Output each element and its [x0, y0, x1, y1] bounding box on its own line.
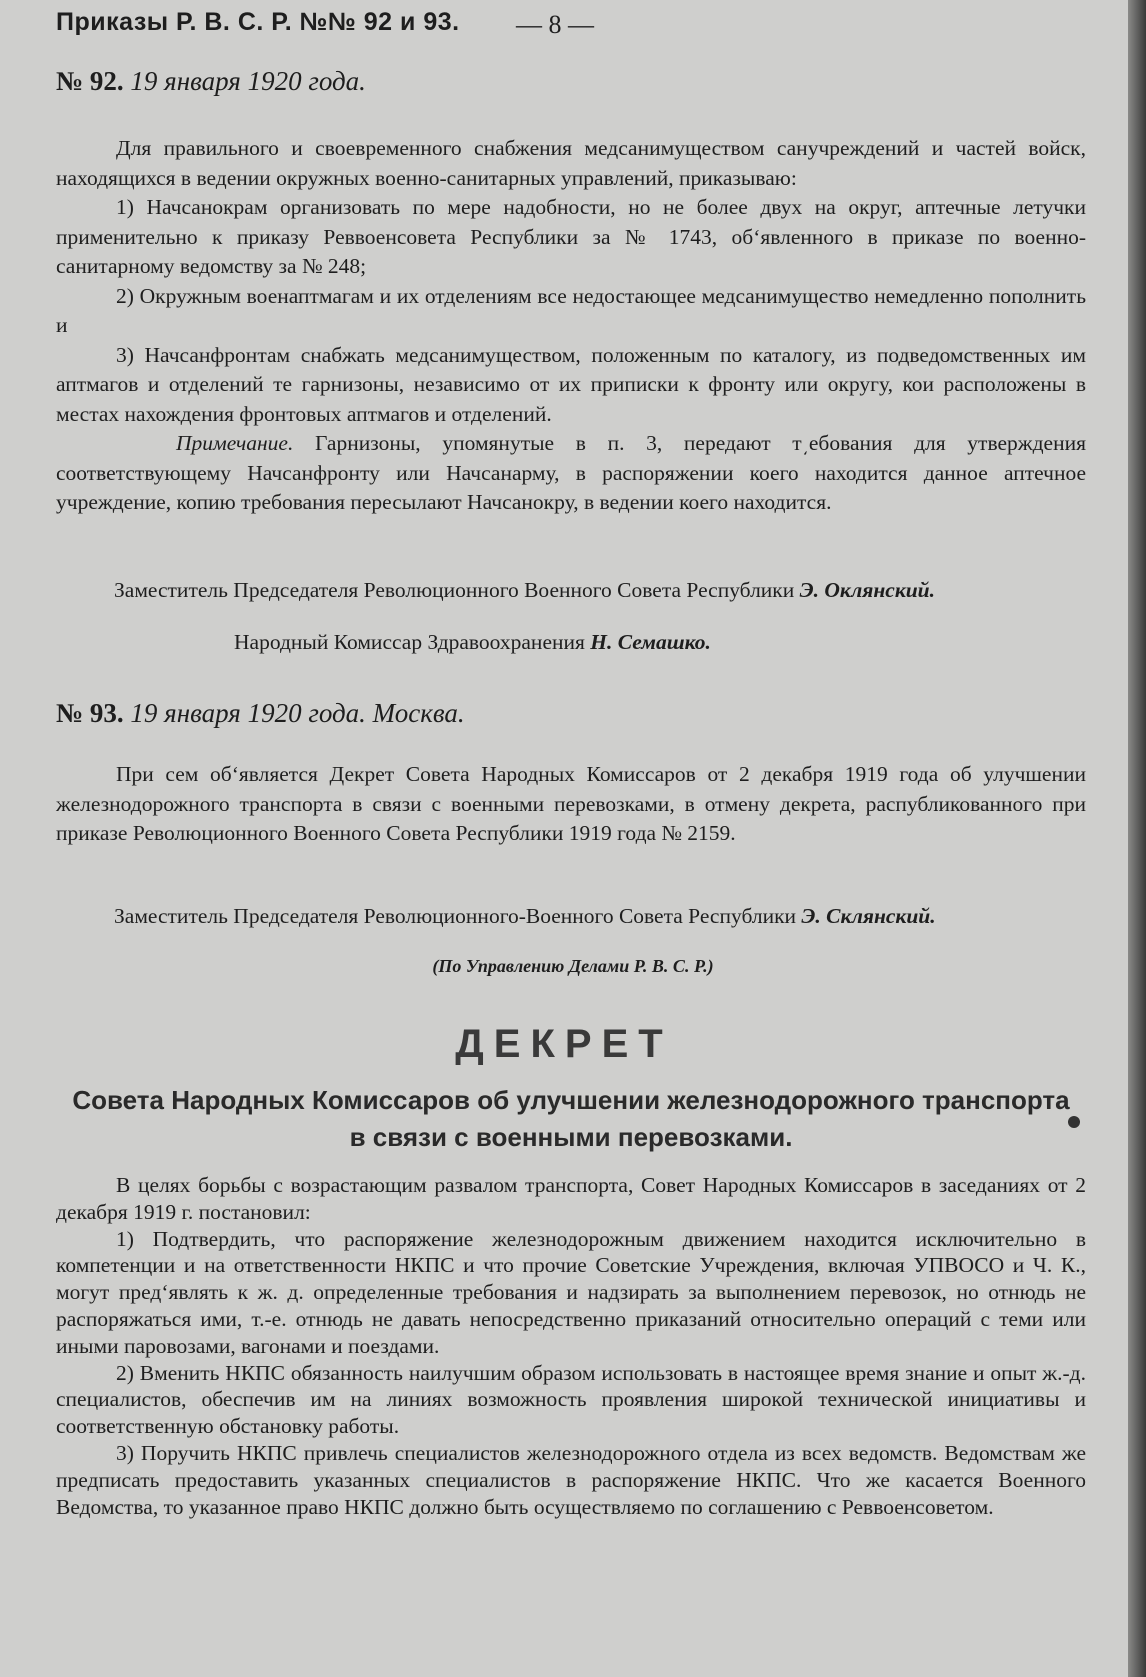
- order-92-note: [56, 429, 1086, 518]
- order-92-signature-2: [234, 630, 711, 655]
- note-label: Примечание.: [176, 431, 294, 455]
- order-93-body: [56, 760, 1086, 849]
- order-92-date: 19 января 1920 года.: [130, 66, 366, 96]
- signature-title: Заместитель Председателя Революционного Военного Совета Республики: [114, 578, 795, 602]
- order-93-number: № 93.: [56, 698, 124, 728]
- page-number: — 8 —: [516, 10, 594, 39]
- order-92-item-2: 2) Окружным военаптмагам и их отделениям все недостающее медсанимущество немедленно пополнить и: [56, 283, 1086, 337]
- ink-dot: [1068, 1116, 1080, 1128]
- decree-subtitle: [56, 1082, 1086, 1156]
- decree-subtitle-line-1: Совета Народных Комиссаров об улучшении железнодорожного транспорта: [72, 1085, 1070, 1115]
- signature-name: Н. Семашко.: [590, 630, 711, 654]
- order-92-item-1: 1) Начсанокрам организовать по мере надобности, но не более двух на округ, аптечные летучки применительно к приказу Реввоенсовета Республики за № 1743, об‘явленного в приказе по военно-санитарному ведомству за № 248;: [56, 195, 1086, 278]
- decree-item-3: 3) Поручить НКПС привлечь специалистов железнодорожного отдела из всех ведомств. Ведомствам же предписать предоставить указанных специалистов в распоряжение НКПС. Что же касается Военного Ведомства, то указанное право НКПС должно быть осуществляемо по соглашению с Реввоенсоветом.: [56, 1440, 1086, 1519]
- note-text: Гарнизоны, упомянутые в п. 3, передают т͵ебования для утверждения соответствующему Начсанфронту или Начсанарму, в распоряжении коего находится данное аптечное учреждение, копию требования пересылают Начсанокру, в ведении коего находится.: [56, 431, 1086, 514]
- signature-title: Народный Комиссар Здравоохранения: [234, 630, 585, 654]
- order-93-heading: [56, 698, 1086, 729]
- signature-title: Заместитель Председателя Революционного-Военного Совета Республики: [114, 904, 797, 928]
- order-92-heading: [56, 66, 1086, 97]
- page-edge-shadow: [1128, 0, 1146, 1677]
- signature-name: Э. Оклянский.: [799, 578, 936, 602]
- decree-intro: В целях борьбы с возрастающим развалом транспорта, Совет Народных Комиссаров в заседаниях от 2 декабря 1919 г. постановил:: [56, 1173, 1086, 1224]
- order-92-item-3: 3) Начсанфронтам снабжать медсанимуществом, положенным по каталогу, из подведомственных им аптмагов и отделений те гарнизоны, независимо от их приписки к фронту или округу, кои расположены в местах нахождения фронтовых аптмагов и отделений.: [56, 342, 1086, 426]
- order-93-text: При сем об‘является Декрет Совета Народных Комиссаров от 2 декабря 1919 года об улучшении железнодорожного транспорта в связи с военными перевозками, в отмену декрета, распубликованного при приказе Революционного Военного Совета Республики 1919 года № 2159.: [56, 762, 1086, 845]
- decree-title: ДЕКРЕТ: [455, 1022, 673, 1066]
- page-header: [56, 6, 1086, 42]
- decree-item-1: 1) Подтвердить, что распоряжение железнодорожным движением находится исключительно в компетенции и на ответственности НКПС и что прочие Советские Учреждения, включая УПВОСО и Ч. К., могут пред‘являть к ж. д. определенные требования и надзирать за выполнением перевозок, но отнюдь не распоряжаться ими, т.-е. отнюдь не давать непосредственно приказаний относительно операций с теми или иными паровозами, вагонами и поездами.: [56, 1226, 1086, 1358]
- decree-item-2: 2) Вменить НКПС обязанность наилучшим образом использовать в настоящее время знание и опыт ж.-д. специалистов, обеспечив им на линиях возможность проявления широкой технической инициативы и соответственную обстановку работы.: [56, 1360, 1086, 1439]
- decree-body: [56, 1172, 1086, 1520]
- signature-name: Э. Склянский.: [801, 904, 936, 928]
- running-title: Приказы Р. В. С. Р. №№ 92 и 93.: [56, 8, 460, 36]
- order-93-signature: [114, 904, 936, 929]
- order-92-signature-1: [114, 578, 935, 603]
- source-note: (По Управлению Делами Р. В. С. Р.): [432, 956, 714, 976]
- order-92-number: № 92.: [56, 66, 124, 96]
- order-93-date: 19 января 1920 года. Москва.: [130, 698, 465, 728]
- order-92-intro: Для правильного и своевременного снабжения медсанимуществом санучреждений и частей войск, находящихся в ведении окружных военно-санитарных управлений, приказываю:: [56, 136, 1086, 190]
- decree-subtitle-line-2: в связи с военными перевозками.: [349, 1122, 793, 1152]
- order-92-body: [56, 134, 1086, 518]
